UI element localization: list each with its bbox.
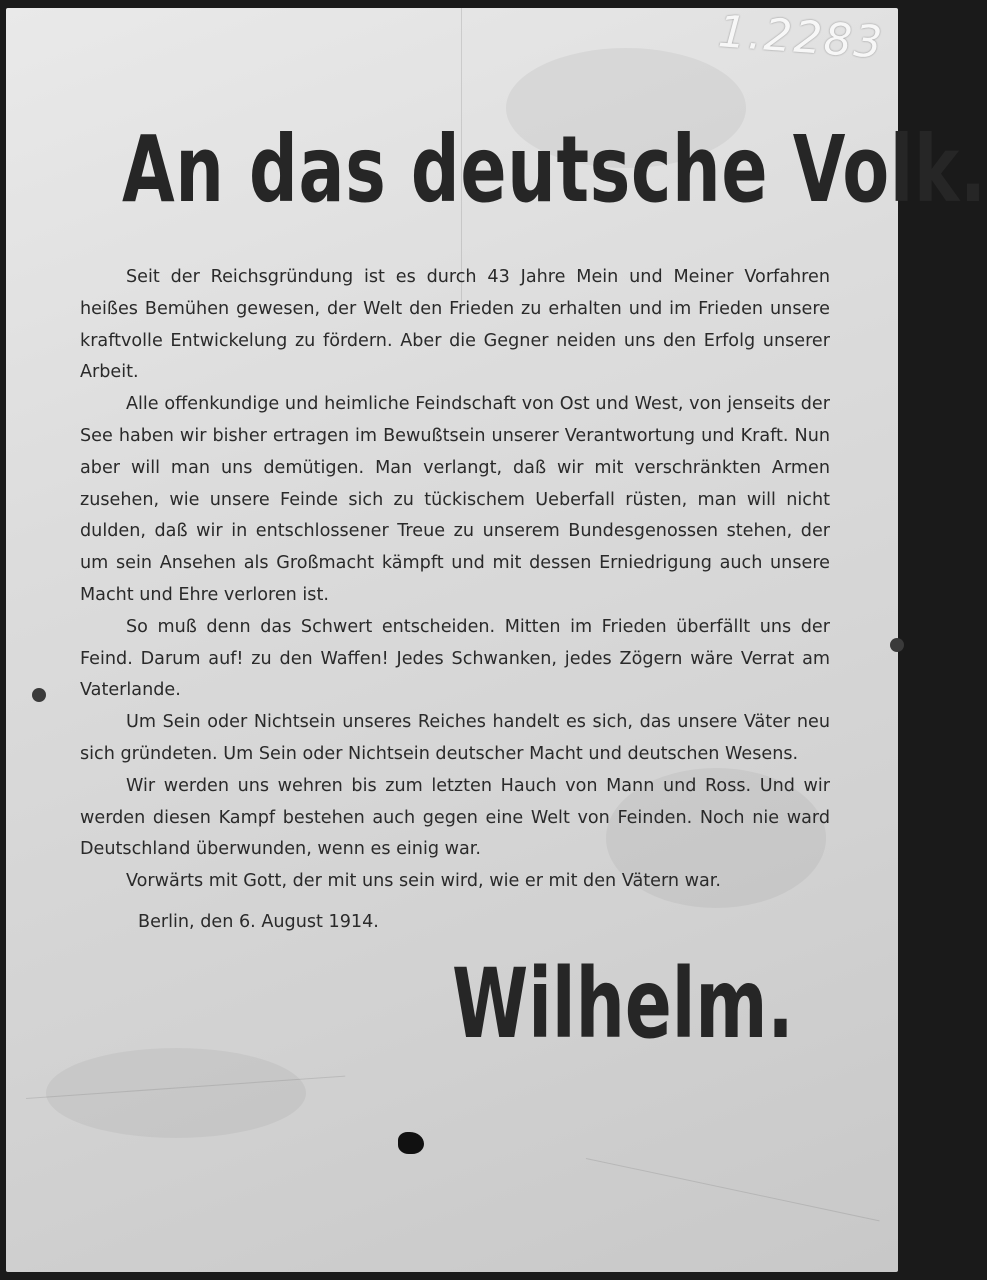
paper-crease: [586, 1158, 880, 1221]
paragraph: So muß denn das Schwert entscheiden. Mitten im Frieden überfällt uns der Feind. Darum auf! zu den Waffen! Jedes Schwanken, jedes Zögern wäre Verrat am Vaterlande.: [80, 616, 830, 701]
date-line: Berlin, den 6. August 1914.: [138, 912, 379, 932]
archive-number: 1.2283: [716, 6, 886, 69]
ink-blot: [398, 1132, 424, 1154]
poster-sheet: [6, 6, 987, 1272]
paragraph: Alle offenkundige und heimliche Feindschaft von Ost und West, von jenseits der See haben wir bisher ertragen im Bewußtsein unserer Verantwortung und Kraft. Nun aber will man uns demütigen. Man verlangt, daß wir mit verschränkten Armen zusehen, wie unsere Feinde sich zu tückischem Ueberfall rüsten, man will nicht dulden, daß wir in entschlossener Treue zu unserem Bundesgenossen stehen, der um sein Ansehen als Großmacht kämpft und mit dessen Erniedrigung auch unsere Macht und Ehre verloren ist.: [80, 394, 830, 605]
paragraph: Vorwärts mit Gott, der mit uns sein wird, wie er mit den Vätern war.: [126, 871, 722, 892]
pin-hole: [890, 638, 904, 652]
paragraph: Seit der Reichsgründung ist es durch 43 Jahre Mein und Meiner Vorfahren heißes Bemühen gewesen, der Welt den Frieden zu erhalten und im Frieden unsere kraftvolle Entwickelung zu fördern. Aber die Gegner neiden uns den Erfolg unserer Arbeit.: [80, 267, 830, 383]
paragraph: Wir werden uns wehren bis zum letzten Hauch von Mann und Ross. Und wir werden diesen Kampf bestehen auch gegen eine Welt von Feinden. Noch nie ward Deutschland überwunden, wenn es einig war.: [80, 775, 830, 860]
signature: Wilhelm.: [452, 948, 794, 1060]
proclamation-title: An das deutsche Volk.: [121, 116, 987, 223]
paragraph: Um Sein oder Nichtsein unseres Reiches handelt es sich, das unsere Väter neu sich gründeten. Um Sein oder Nichtsein deutscher Macht und deutschen Wesens.: [80, 712, 830, 764]
proclamation-body: [80, 262, 830, 898]
pin-hole: [32, 688, 46, 702]
